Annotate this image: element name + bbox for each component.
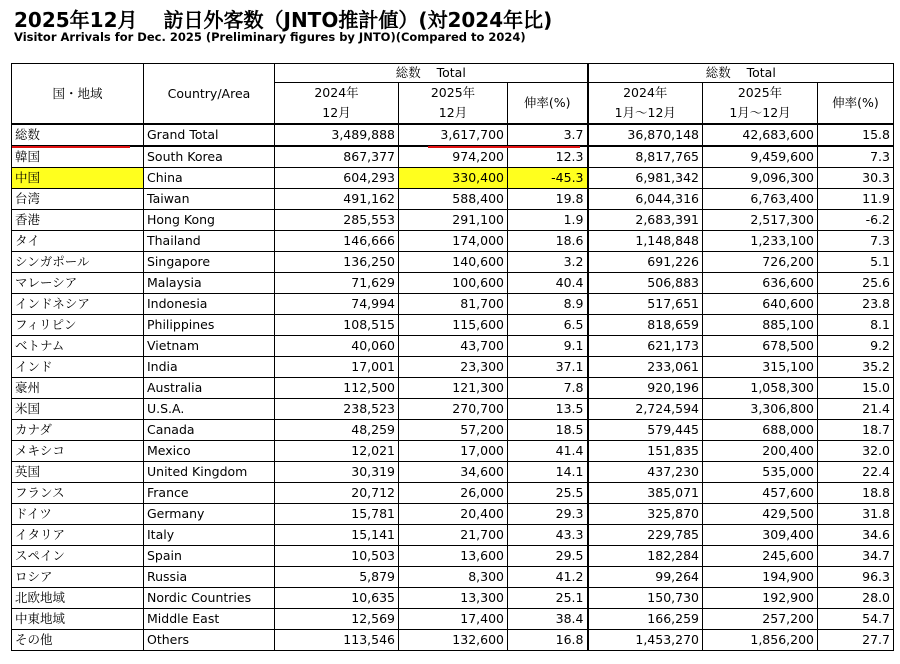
cell-jp: イタリア [12, 525, 144, 546]
cell-d24: 12,569 [275, 609, 399, 630]
cell-en: Middle East [144, 609, 275, 630]
cell-d24: 146,666 [275, 231, 399, 252]
cell-d25: 34,600 [399, 462, 508, 483]
header-2024-year: 2024年 [588, 83, 703, 104]
table-row [12, 378, 894, 399]
cell-yg: 18.7 [818, 420, 894, 441]
cell-d24: 136,250 [275, 252, 399, 273]
grand-total-dec-underline [428, 146, 580, 148]
cell-y25: 42,683,600 [703, 124, 818, 146]
visitor-arrivals-table [11, 63, 894, 651]
cell-dg: 6.5 [508, 315, 588, 336]
cell-y25: 726,200 [703, 252, 818, 273]
table-row [12, 252, 894, 273]
cell-y24: 920,196 [588, 378, 703, 399]
cell-y24: 437,230 [588, 462, 703, 483]
cell-y24: 8,817,765 [588, 146, 703, 168]
cell-d25: 291,100 [399, 210, 508, 231]
cell-en: United Kingdom [144, 462, 275, 483]
cell-y25: 3,306,800 [703, 399, 818, 420]
cell-y24: 818,659 [588, 315, 703, 336]
header-2024-jan-dec: 1月～12月 [588, 103, 703, 124]
cell-en: Mexico [144, 441, 275, 462]
cell-d25: 174,000 [399, 231, 508, 252]
cell-jp: ベトナム [12, 336, 144, 357]
page-subtitle: Visitor Arrivals for Dec. 2025 (Preliminary figures by JNTO)(Compared to 2024) [14, 30, 526, 44]
cell-yg: 5.1 [818, 252, 894, 273]
cell-en: Italy [144, 525, 275, 546]
grand-total-jp-underline [12, 146, 130, 148]
cell-jp: 米国 [12, 399, 144, 420]
cell-jp: 豪州 [12, 378, 144, 399]
cell-d25: 115,600 [399, 315, 508, 336]
cell-jp: その他 [12, 630, 144, 651]
table-row [12, 609, 894, 630]
cell-dg: 40.4 [508, 273, 588, 294]
cell-jp: ドイツ [12, 504, 144, 525]
header-2025-dec-year: 2025年 [399, 83, 508, 104]
cell-d24: 112,500 [275, 378, 399, 399]
cell-y25: 6,763,400 [703, 189, 818, 210]
header-dec-growth: 伸率(%) [508, 83, 588, 125]
grand-total-row [12, 124, 894, 146]
cell-en: Singapore [144, 252, 275, 273]
cell-jp: メキシコ [12, 441, 144, 462]
cell-jp: カナダ [12, 420, 144, 441]
cell-jp: マレーシア [12, 273, 144, 294]
cell-y24: 6,044,316 [588, 189, 703, 210]
table-row [12, 483, 894, 504]
cell-d25: 43,700 [399, 336, 508, 357]
cell-en: Germany [144, 504, 275, 525]
cell-y25: 315,100 [703, 357, 818, 378]
header-dec-total [275, 64, 588, 83]
cell-yg: 23.8 [818, 294, 894, 315]
cell-y25: 194,900 [703, 567, 818, 588]
cell-y25: 9,096,300 [703, 168, 818, 189]
cell-yg: 21.4 [818, 399, 894, 420]
cell-y24: 2,683,391 [588, 210, 703, 231]
cell-jp: 中東地域 [12, 609, 144, 630]
cell-yg: 7.3 [818, 146, 894, 168]
header-country-area: Country/Area [144, 64, 275, 125]
cell-d25: 20,400 [399, 504, 508, 525]
cell-jp: フィリピン [12, 315, 144, 336]
cell-yg: 15.8 [818, 124, 894, 146]
cell-d24: 491,162 [275, 189, 399, 210]
table-row [12, 231, 894, 252]
cell-d24: 604,293 [275, 168, 399, 189]
cell-yg: 32.0 [818, 441, 894, 462]
cell-yg: 15.0 [818, 378, 894, 399]
header-row-total [12, 64, 894, 83]
cell-dg: 29.5 [508, 546, 588, 567]
cell-dg: 3.2 [508, 252, 588, 273]
table-row [12, 273, 894, 294]
cell-dg: 41.4 [508, 441, 588, 462]
cell-d24: 40,060 [275, 336, 399, 357]
cell-y24: 166,259 [588, 609, 703, 630]
cell-dg: 29.3 [508, 504, 588, 525]
cell-jp: スペイン [12, 546, 144, 567]
table-row [12, 462, 894, 483]
cell-en: Nordic Countries [144, 588, 275, 609]
cell-en: South Korea [144, 146, 275, 168]
cell-dg: 13.5 [508, 399, 588, 420]
title-date: 2025年12月 [14, 8, 138, 32]
cell-d25: 23,300 [399, 357, 508, 378]
header-2025-jan-dec: 1月～12月 [703, 103, 818, 124]
cell-y24: 99,264 [588, 567, 703, 588]
header-total-jp-2: 総数 [705, 65, 731, 80]
cell-jp: 韓国 [12, 146, 144, 168]
cell-jp: ロシア [12, 567, 144, 588]
cell-d25: 81,700 [399, 294, 508, 315]
cell-en: Spain [144, 546, 275, 567]
cell-y25: 429,500 [703, 504, 818, 525]
cell-jp: 総数 [12, 124, 144, 146]
header-2024-dec-month: 12月 [275, 103, 399, 124]
cell-dg: 8.9 [508, 294, 588, 315]
table-row [12, 336, 894, 357]
cell-en: Taiwan [144, 189, 275, 210]
cell-jp: 中国 [12, 168, 144, 189]
cell-y24: 691,226 [588, 252, 703, 273]
cell-en: Grand Total [144, 124, 275, 146]
cell-yg: 30.3 [818, 168, 894, 189]
cell-d25: 974,200 [399, 146, 508, 168]
cell-y25: 1,058,300 [703, 378, 818, 399]
table-row [12, 525, 894, 546]
cell-d24: 10,503 [275, 546, 399, 567]
cell-en: U.S.A. [144, 399, 275, 420]
cell-jp: 英国 [12, 462, 144, 483]
cell-jp: インド [12, 357, 144, 378]
cell-d25: 13,300 [399, 588, 508, 609]
table-row [12, 441, 894, 462]
cell-en: Russia [144, 567, 275, 588]
cell-en: Indonesia [144, 294, 275, 315]
cell-yg: 25.6 [818, 273, 894, 294]
cell-d25: 8,300 [399, 567, 508, 588]
cell-d25: 140,600 [399, 252, 508, 273]
cell-y24: 233,061 [588, 357, 703, 378]
table-row [12, 630, 894, 651]
cell-d25: 121,300 [399, 378, 508, 399]
table-row [12, 146, 894, 168]
cell-yg: 96.3 [818, 567, 894, 588]
table-row [12, 504, 894, 525]
table-row [12, 168, 894, 189]
cell-d25: 57,200 [399, 420, 508, 441]
table-row [12, 315, 894, 336]
cell-dg: 1.9 [508, 210, 588, 231]
cell-y24: 621,173 [588, 336, 703, 357]
cell-en: Hong Kong [144, 210, 275, 231]
cell-en: France [144, 483, 275, 504]
cell-dg: 41.2 [508, 567, 588, 588]
cell-dg: 37.1 [508, 357, 588, 378]
header-total-jp: 総数 [395, 65, 421, 80]
cell-d24: 48,259 [275, 420, 399, 441]
cell-d25: 26,000 [399, 483, 508, 504]
cell-yg: 34.7 [818, 546, 894, 567]
cell-d24: 15,141 [275, 525, 399, 546]
cell-dg: 19.8 [508, 189, 588, 210]
cell-jp: 香港 [12, 210, 144, 231]
table-row [12, 567, 894, 588]
cell-d24: 285,553 [275, 210, 399, 231]
cell-y25: 257,200 [703, 609, 818, 630]
cell-y25: 535,000 [703, 462, 818, 483]
cell-dg: 43.3 [508, 525, 588, 546]
cell-y24: 325,870 [588, 504, 703, 525]
cell-y24: 2,724,594 [588, 399, 703, 420]
header-2025-dec-month: 12月 [399, 103, 508, 124]
cell-y25: 636,600 [703, 273, 818, 294]
cell-en: India [144, 357, 275, 378]
cell-yg: 9.2 [818, 336, 894, 357]
cell-en: Vietnam [144, 336, 275, 357]
cell-y24: 1,453,270 [588, 630, 703, 651]
cell-d24: 71,629 [275, 273, 399, 294]
cell-d24: 12,021 [275, 441, 399, 462]
cell-en: Malaysia [144, 273, 275, 294]
cell-d24: 5,879 [275, 567, 399, 588]
cell-yg: -6.2 [818, 210, 894, 231]
cell-dg: 38.4 [508, 609, 588, 630]
title-main: 訪日外客数（JNTO推計値）(対2024年比) [163, 8, 553, 32]
cell-y24: 150,730 [588, 588, 703, 609]
cell-yg: 18.8 [818, 483, 894, 504]
cell-d25: 132,600 [399, 630, 508, 651]
cell-en: China [144, 168, 275, 189]
cell-d24: 20,712 [275, 483, 399, 504]
cell-jp: 北欧地域 [12, 588, 144, 609]
cell-y25: 1,856,200 [703, 630, 818, 651]
cell-yg: 54.7 [818, 609, 894, 630]
cell-jp: タイ [12, 231, 144, 252]
cell-yg: 11.9 [818, 189, 894, 210]
cell-d25: 270,700 [399, 399, 508, 420]
table-row [12, 294, 894, 315]
cell-d25: 13,600 [399, 546, 508, 567]
cell-jp: 台湾 [12, 189, 144, 210]
cell-d24: 30,319 [275, 462, 399, 483]
cell-dg: 3.7 [508, 124, 588, 146]
page-title [14, 4, 552, 33]
cell-d24: 867,377 [275, 146, 399, 168]
cell-d24: 238,523 [275, 399, 399, 420]
cell-y24: 579,445 [588, 420, 703, 441]
cell-dg: 16.8 [508, 630, 588, 651]
cell-dg: -45.3 [508, 168, 588, 189]
cell-y25: 2,517,300 [703, 210, 818, 231]
header-total-en: Total [436, 65, 466, 80]
cell-y24: 36,870,148 [588, 124, 703, 146]
table-row [12, 546, 894, 567]
cell-en: Canada [144, 420, 275, 441]
cell-yg: 27.7 [818, 630, 894, 651]
cell-dg: 25.5 [508, 483, 588, 504]
cell-y25: 192,900 [703, 588, 818, 609]
header-total-en-2: Total [746, 65, 776, 80]
cell-y25: 309,400 [703, 525, 818, 546]
cell-d25: 100,600 [399, 273, 508, 294]
cell-y25: 245,600 [703, 546, 818, 567]
cell-dg: 18.6 [508, 231, 588, 252]
cell-en: Others [144, 630, 275, 651]
cell-y24: 506,883 [588, 273, 703, 294]
header-year-total [588, 64, 894, 83]
cell-y24: 6,981,342 [588, 168, 703, 189]
cell-y25: 1,233,100 [703, 231, 818, 252]
cell-jp: フランス [12, 483, 144, 504]
cell-d25: 3,617,700 [399, 124, 508, 146]
cell-dg: 25.1 [508, 588, 588, 609]
table-row [12, 399, 894, 420]
cell-y25: 688,000 [703, 420, 818, 441]
table-body [12, 124, 894, 651]
cell-dg: 9.1 [508, 336, 588, 357]
table-row [12, 588, 894, 609]
cell-d24: 108,515 [275, 315, 399, 336]
cell-jp: インドネシア [12, 294, 144, 315]
cell-y24: 229,785 [588, 525, 703, 546]
cell-yg: 22.4 [818, 462, 894, 483]
table-row [12, 357, 894, 378]
cell-en: Philippines [144, 315, 275, 336]
cell-y25: 9,459,600 [703, 146, 818, 168]
table-row [12, 210, 894, 231]
cell-y25: 885,100 [703, 315, 818, 336]
header-2024-dec-year: 2024年 [275, 83, 399, 104]
cell-dg: 14.1 [508, 462, 588, 483]
cell-yg: 35.2 [818, 357, 894, 378]
cell-yg: 31.8 [818, 504, 894, 525]
cell-yg: 7.3 [818, 231, 894, 252]
cell-d25: 330,400 [399, 168, 508, 189]
cell-yg: 28.0 [818, 588, 894, 609]
cell-d25: 17,400 [399, 609, 508, 630]
header-region-jp: 国・地域 [12, 64, 144, 125]
cell-d24: 3,489,888 [275, 124, 399, 146]
cell-d24: 113,546 [275, 630, 399, 651]
cell-y25: 457,600 [703, 483, 818, 504]
cell-dg: 7.8 [508, 378, 588, 399]
table-row [12, 420, 894, 441]
cell-y24: 182,284 [588, 546, 703, 567]
cell-jp: シンガポール [12, 252, 144, 273]
cell-d24: 10,635 [275, 588, 399, 609]
cell-yg: 8.1 [818, 315, 894, 336]
cell-dg: 12.3 [508, 146, 588, 168]
cell-y25: 678,500 [703, 336, 818, 357]
cell-d25: 21,700 [399, 525, 508, 546]
cell-dg: 18.5 [508, 420, 588, 441]
cell-d24: 17,001 [275, 357, 399, 378]
cell-y24: 517,651 [588, 294, 703, 315]
table-row [12, 189, 894, 210]
cell-d24: 74,994 [275, 294, 399, 315]
header-year-growth: 伸率(%) [818, 83, 894, 125]
cell-y24: 151,835 [588, 441, 703, 462]
cell-y24: 385,071 [588, 483, 703, 504]
cell-en: Thailand [144, 231, 275, 252]
cell-y24: 1,148,848 [588, 231, 703, 252]
cell-en: Australia [144, 378, 275, 399]
cell-d24: 15,781 [275, 504, 399, 525]
header-2025-year: 2025年 [703, 83, 818, 104]
cell-d25: 17,000 [399, 441, 508, 462]
cell-yg: 34.6 [818, 525, 894, 546]
cell-y25: 200,400 [703, 441, 818, 462]
cell-d25: 588,400 [399, 189, 508, 210]
cell-y25: 640,600 [703, 294, 818, 315]
